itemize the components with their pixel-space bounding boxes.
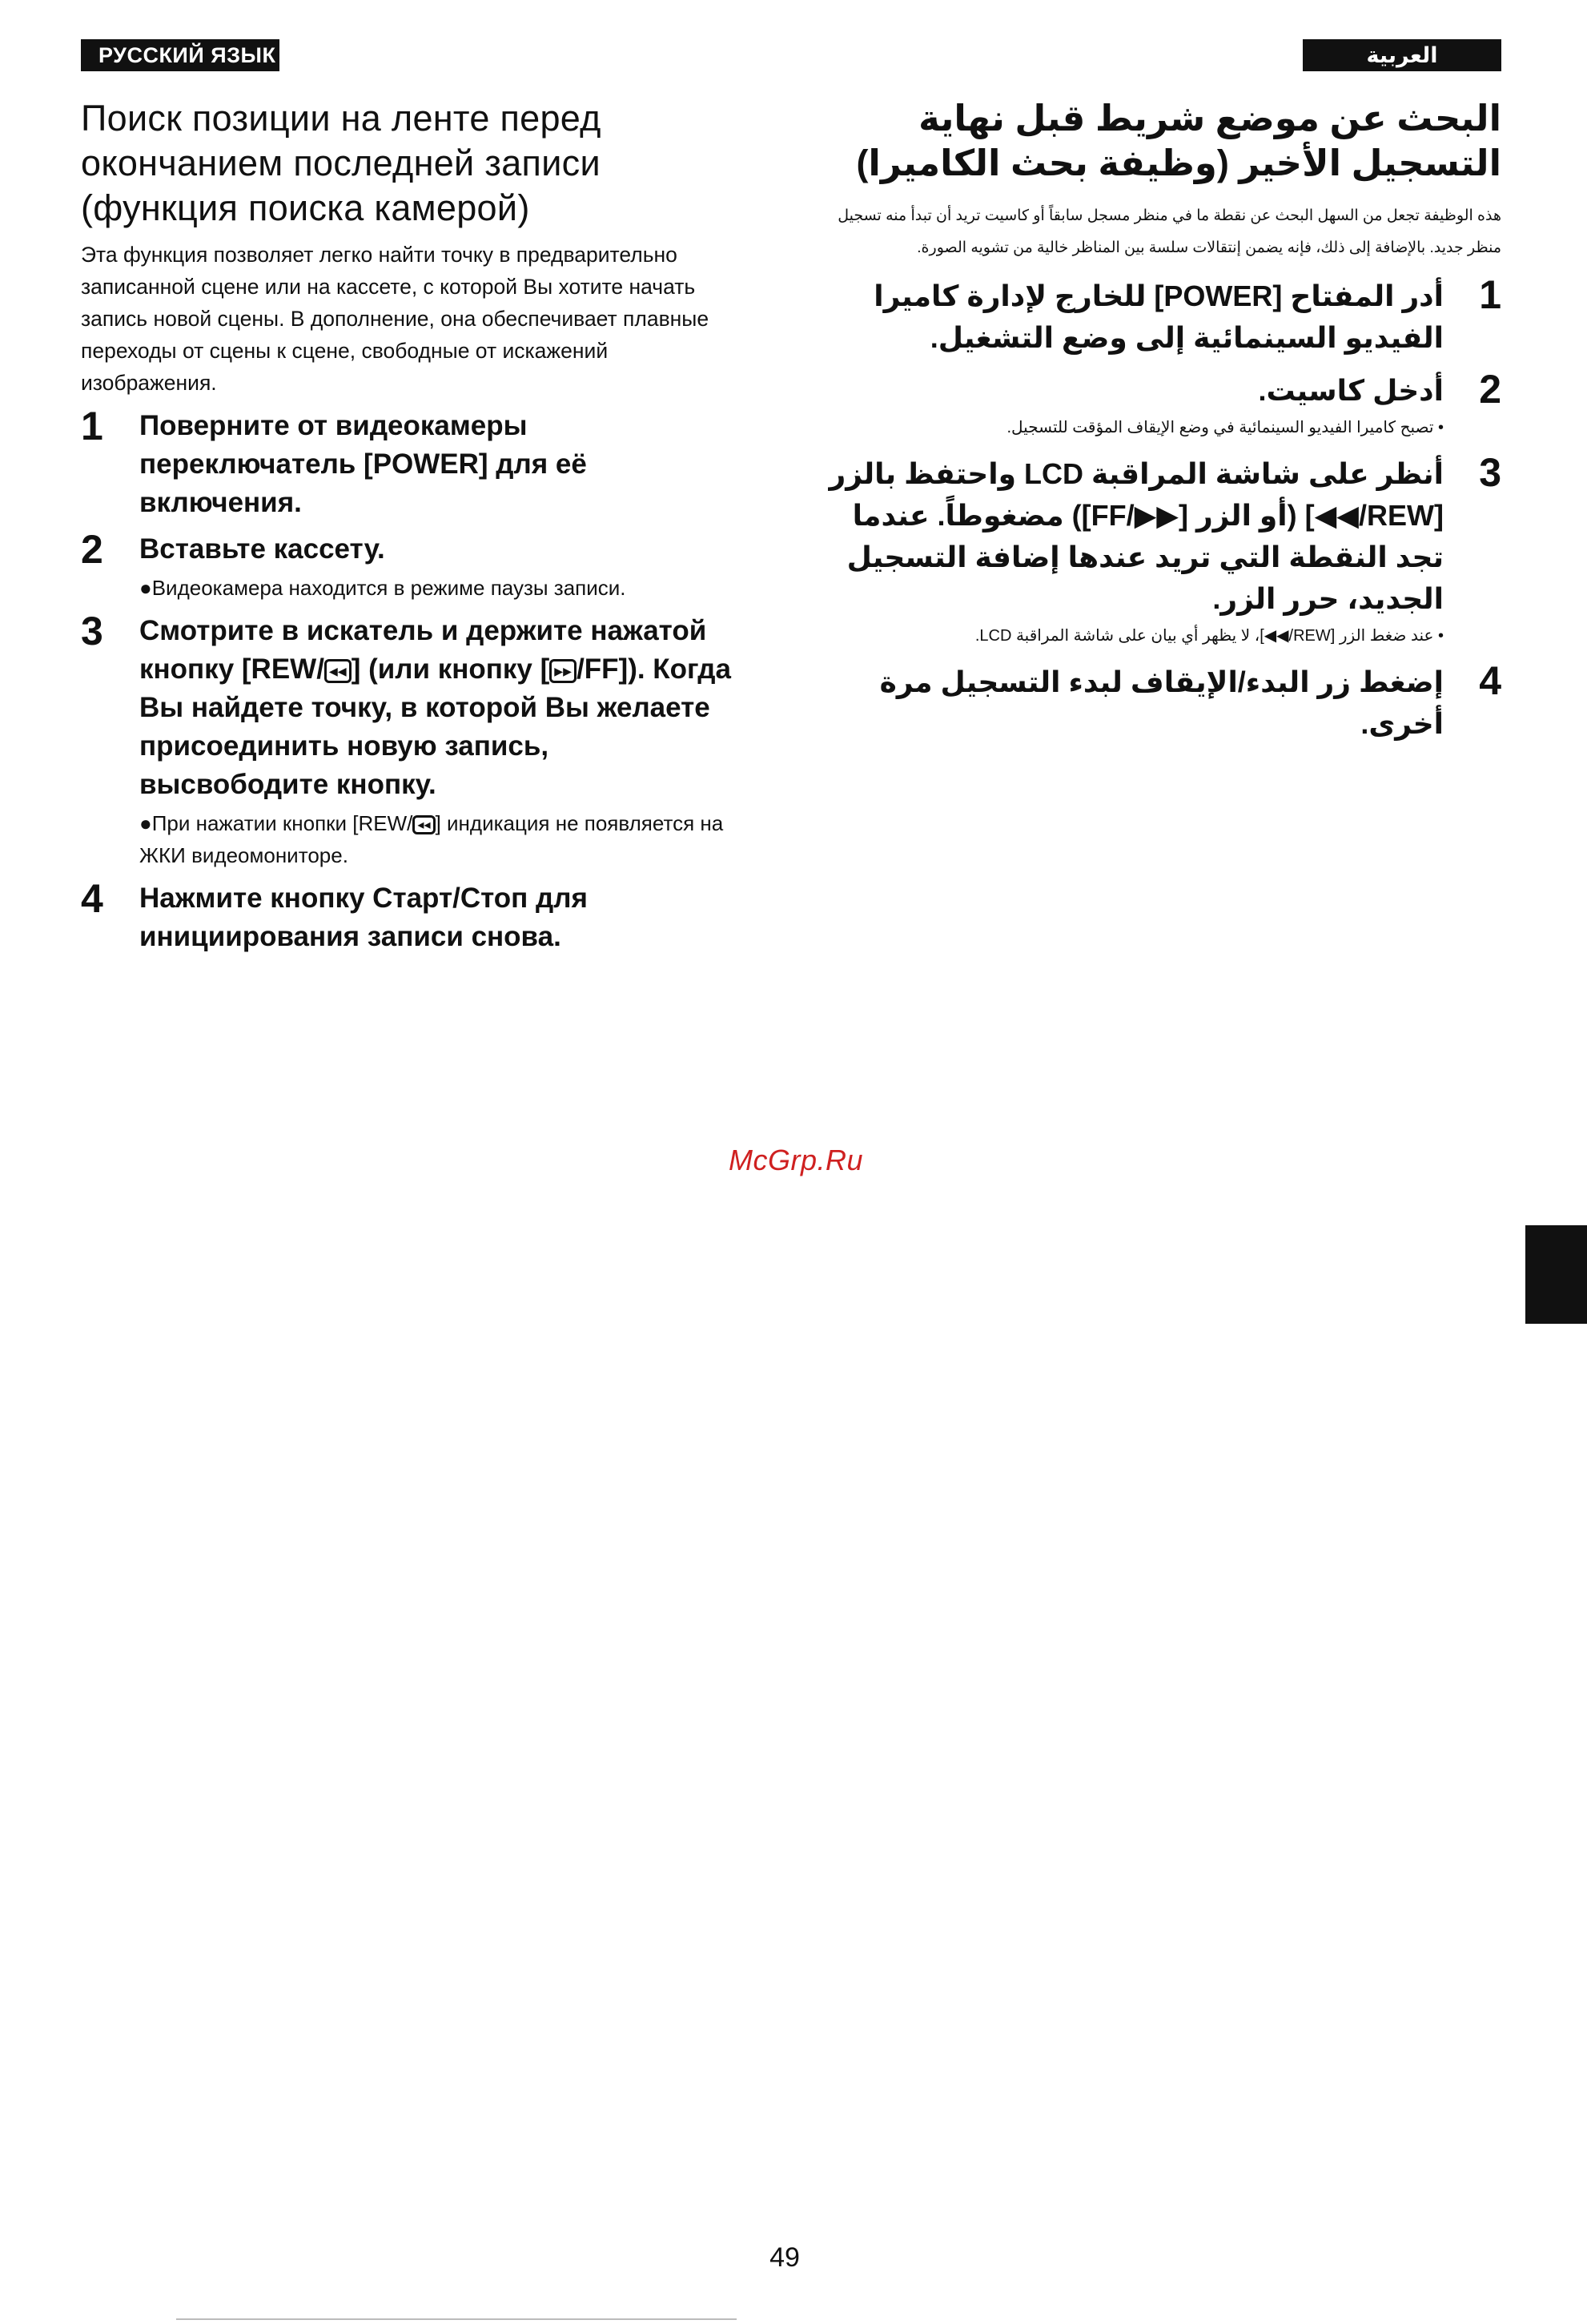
ar-intro: هذه الوظيفة تجعل من السهل البحث عن نقطة ما في منظر مسجل سابقاً أو كاسيت تريد أن تبدأ منه تسجيل منظر جديد. بالإضافة إلى ذلك، فإنه يضمن إنتقالات سلسة بين المناظر خالية من تشويه الصورة. [838, 207, 1501, 256]
step-number: 1 [1479, 272, 1501, 317]
fast-forward-icon: ▸▸ [549, 659, 577, 683]
ru-step-3 [81, 609, 737, 871]
language-tab-arabic: العربية [1303, 39, 1501, 71]
step-text: أدخل كاسيت. [1258, 374, 1444, 407]
step-text [139, 612, 737, 804]
ar-title: البحث عن موضع شريط قبل نهاية التسجيل الأخير (وظيفة بحث الكاميرا) [856, 98, 1501, 183]
rewind-icon: ◂◂ [324, 659, 352, 683]
step-text-part: Смотрите в искатель и держите нажатой кнопку [REW/ [139, 615, 707, 685]
footer-rule [176, 2318, 737, 2320]
ar-step-2 [825, 367, 1501, 442]
step-number: 4 [81, 876, 103, 921]
page-number: 49 [769, 2242, 800, 2273]
step-note-part: ] индикация не появляется на ЖКИ видеомониторе. [139, 811, 724, 867]
ar-step-1 [825, 272, 1501, 359]
step-note: • تصبح كاميرا الفيديو السينمائية في وضع الإيقاف المؤقت للتسجيل. [1006, 419, 1444, 436]
step-text: Поверните от видеокамеры переключатель [POWER] для её включения. [139, 410, 587, 518]
step-note: • عند ضغط الزر [REW/◀◀]، لا يظهر أي بيان على شاشة المراقبة LCD. [974, 627, 1444, 645]
step-number: 3 [1479, 450, 1501, 495]
step-text: أدر المفتاح [POWER] للخارج لإدارة كاميرا الفيديو السينمائية إلى وضع التشغيل. [874, 279, 1444, 354]
step-text-part: ] (или кнопку [ [351, 653, 550, 685]
ru-intro: Эта функция позволяет легко найти точку в предварительно записанной сцене или на кассете, с которой Вы хотите начать запись новой сцены. В дополнение, она обеспечивает плавные переходы от сцены к сцене, свободные от искажений изображения. [81, 243, 709, 395]
step-number: 2 [81, 527, 103, 572]
step-text: أنظر على شاشة المراقبة LCD واحتفظ بالزر [REW/◀◀] (أو الزر [▶▶/FF]) مضغوطاً. عندما تجد النقطة التي تريد عندها إضافة التسجيل الجديد، حرر الزر. [829, 457, 1444, 615]
step-number: 4 [1479, 658, 1501, 703]
russian-section [81, 96, 737, 956]
step-text: إضغط زر البدء/الإيقاف لبدء التسجيل مرة أخرى. [879, 665, 1444, 740]
language-tab-russian: РУССКИЙ ЯЗЫК [81, 39, 279, 71]
step-note: ●Видеокамера находится в режиме паузы записи. [139, 576, 626, 600]
ru-step-4 [81, 876, 737, 956]
arabic-section [825, 96, 1501, 745]
step-number: 2 [1479, 367, 1501, 412]
step-number: 1 [81, 404, 103, 448]
step-note [139, 807, 737, 871]
side-tab-marker [1525, 1225, 1587, 1324]
ru-title: Поиск позиции на ленте перед окончанием последней записи (функция поиска камерой) [81, 98, 601, 228]
ru-step-1 [81, 404, 737, 522]
ar-step-4 [825, 658, 1501, 745]
rewind-icon: ◂◂ [412, 815, 435, 834]
step-text: Вставьте кассету. [139, 533, 385, 565]
step-text-part: /FF]). Когда Вы найдете точку, в которой Вы желаете присоединить новую запись, высвободите кнопку. [139, 653, 731, 800]
ru-step-2 [81, 527, 737, 604]
step-text: Нажмите кнопку Старт/Стоп для инициирования записи снова. [139, 883, 588, 952]
watermark: McGrp.Ru [728, 1144, 864, 1176]
step-note-part: ●При нажатии кнопки [REW/ [139, 811, 413, 835]
step-number: 3 [81, 609, 103, 653]
ar-step-3 [825, 450, 1501, 650]
